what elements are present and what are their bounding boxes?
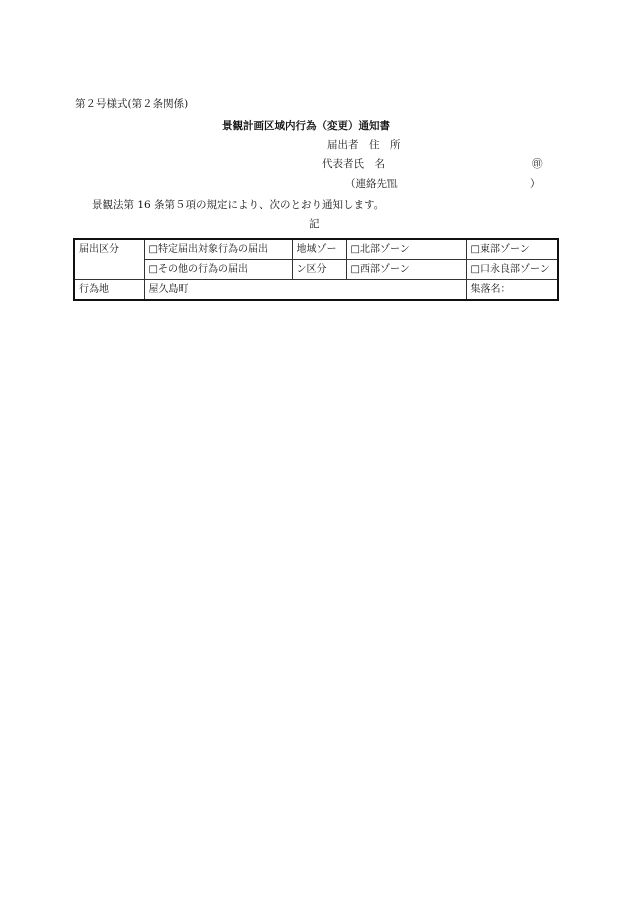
- zone-label-1: 地域ゾー: [292, 239, 346, 260]
- checkbox-specific-notification[interactable]: □特定届出対象行為の届出: [144, 239, 292, 260]
- table-row: [74, 280, 558, 301]
- notifier-address-label: 届出者 住 所: [327, 139, 401, 151]
- table-row: [74, 260, 558, 280]
- checkbox-zone-west[interactable]: □西部ゾーン: [346, 260, 466, 280]
- table-row: [74, 239, 558, 260]
- checkbox-zone-east[interactable]: □東部ゾーン: [466, 239, 558, 260]
- ki-label: 記: [309, 218, 320, 230]
- zone-label-2: ン区分: [292, 260, 346, 280]
- contact-close: ）: [530, 178, 541, 190]
- location-value[interactable]: 屋久島町: [144, 280, 466, 301]
- checkbox-zone-kuchinoerabu[interactable]: □口永良部ゾーン: [466, 260, 558, 280]
- intro-text: 景観法第 16 条第５項の規定により、次のとおり通知します。: [92, 199, 385, 211]
- settlement-field[interactable]: 集落名：: [466, 280, 558, 301]
- form-title: 景観計画区域内行為（変更）通知書: [222, 120, 390, 132]
- contact-label: （連絡先℡: [345, 178, 398, 190]
- form-number: 第２号様式(第２条関係): [75, 98, 189, 110]
- notification-table: [73, 238, 559, 301]
- notification-type-label: 届出区分: [74, 239, 144, 280]
- representative-name-label: 代表者氏 名: [322, 158, 385, 170]
- seal-mark: ㊞: [532, 158, 543, 170]
- location-label: 行為地: [74, 280, 144, 301]
- checkbox-zone-north[interactable]: □北部ゾーン: [346, 239, 466, 260]
- checkbox-other-notification[interactable]: □その他の行為の届出: [144, 260, 292, 280]
